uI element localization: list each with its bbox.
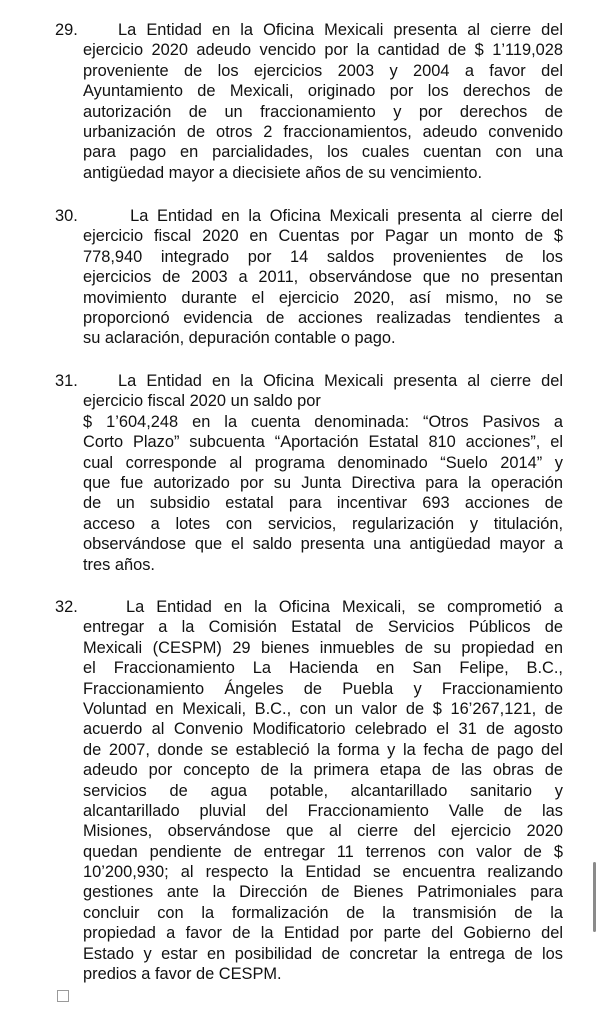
paragraph-line: 31. La Entidad en la Oficina Mexicali presenta al cierre del — [55, 372, 563, 390]
paragraph-line: gestiones ante la Dirección de Bienes Patrimoniales para — [83, 883, 563, 902]
paragraph-line: proveniente de los ejercicios 2003 y 2004 a favor del — [83, 61, 563, 80]
paragraph-line: el Fraccionamiento La Hacienda en San Felipe, B.C., — [83, 659, 563, 678]
paragraph-line: 10’200,930; al respecto la Entidad se encuentra realizando — [83, 863, 563, 882]
paragraph-line: acuerdo al Convenio Modificatorio celebrado el 31 de agosto — [83, 720, 563, 739]
paragraph-line: Mexicali (CESPM) 29 bienes inmuebles de su propiedad en — [83, 638, 563, 657]
paragraph-line: 32. La Entidad en la Oficina Mexicali, se comprometió a — [55, 598, 563, 616]
paragraph-line: proporcionó evidencia de acciones realizadas tendientes a — [83, 308, 563, 327]
paragraph-line: 778,940 integrado por 14 saldos provenientes de los — [83, 247, 563, 266]
paragraph-line: urbanización de otros 2 fraccionamientos, adeudo convenido — [83, 122, 563, 141]
paragraph-number: 30. — [55, 207, 78, 225]
paragraph-line: predios a favor de CESPM. — [83, 965, 282, 984]
paragraph-line: servicios de agua potable, alcantarillado sanitario y — [83, 781, 563, 800]
paragraph-line: $ 1’604,248 en la cuenta denominada: “Otros Pasivos a — [83, 412, 563, 431]
paragraph-line: 29. La Entidad en la Oficina Mexicali presenta al cierre del — [55, 21, 563, 39]
paragraph-line: 30. La Entidad en la Oficina Mexicali presenta al cierre del — [55, 207, 563, 225]
paragraph-32 — [55, 597, 563, 984]
paragraph-number: 29. — [55, 21, 78, 39]
paragraph-line: ejercicio fiscal 2020 en Cuentas por Pagar un monto de $ — [83, 227, 563, 246]
paragraph-line: alcantarillado pluvial del Fraccionamiento Valle de las — [83, 801, 563, 820]
paragraph-line: de 2007, donde se estableció la forma y la fecha de pago del — [83, 740, 563, 759]
paragraph-line: Corto Plazo” subcuenta “Aportación Estatal 810 acciones”, el — [83, 433, 563, 452]
paragraph-line: movimiento durante el ejercicio 2020, así mismo, no se — [83, 288, 563, 307]
paragraph-line: cual corresponde al programa denominado “Suelo 2014” y — [83, 453, 563, 472]
paragraph-line: tres años. — [83, 555, 155, 574]
paragraph-line: Voluntad en Mexicali, B.C., con un valor de $ 16’267,121, de — [83, 699, 563, 718]
paragraph-line: su aclaración, depuración contable o pago. — [83, 329, 396, 348]
paragraph-line: antigüedad mayor a diecisiete años de su vencimiento. — [83, 163, 483, 182]
paragraph-line: acceso a lotes con servicios, regularización y titulación, — [83, 514, 563, 533]
paragraph-line: Ayuntamiento de Mexicali, originado por los derechos de — [83, 82, 563, 101]
paragraph-line: que fue autorizado por su Junta Directiva para la operación — [83, 473, 563, 492]
paragraph-line: de un subsidio estatal para incentivar 693 acciones de — [83, 494, 563, 513]
paragraph-30 — [55, 206, 563, 349]
paragraph-line: concluir con la formalización de la transmisión de la — [83, 903, 563, 922]
paragraph-number: 32. — [55, 598, 78, 616]
paragraph-line: Fraccionamiento Ángeles de Puebla y Fraccionamiento — [83, 679, 563, 698]
paragraph-line: Misiones, observándose que al cierre del ejercicio 2020 — [83, 822, 563, 841]
paragraph-line: quedan pendiente de entregar 11 terrenos con valor de $ — [83, 842, 563, 861]
paragraph-number: 31. — [55, 372, 78, 390]
paragraph-line: entregar a la Comisión Estatal de Servicios Públicos de — [83, 618, 563, 637]
paragraph-29 — [55, 20, 563, 183]
paragraph-line: ejercicio 2020 adeudo vencido por la cantidad de $ 1’119,028 — [83, 41, 563, 60]
scrollbar[interactable] — [593, 862, 596, 932]
paragraph-line: ejercicios de 2003 a 2011, observándose que no presentan — [83, 268, 563, 287]
paragraph-line: adeudo por concepto de la primera etapa de las obras de — [83, 761, 563, 780]
paragraph-line: ejercicio fiscal 2020 un saldo por — [83, 392, 321, 411]
paragraph-line: observándose que el saldo presenta una antigüedad mayor a — [83, 535, 563, 554]
paragraph-line: autorización de un fraccionamiento y por derechos de — [83, 102, 563, 121]
paragraph-31 — [55, 371, 563, 575]
paragraph-line: propiedad a favor de la Entidad por parte del Gobierno del — [83, 924, 563, 943]
paragraph-line: para pago en parcialidades, los cuales cuentan con una — [83, 143, 563, 162]
checkbox-icon[interactable] — [57, 990, 69, 1002]
paragraph-line: Estado y estar en posibilidad de concretar la entrega de los — [83, 944, 563, 963]
